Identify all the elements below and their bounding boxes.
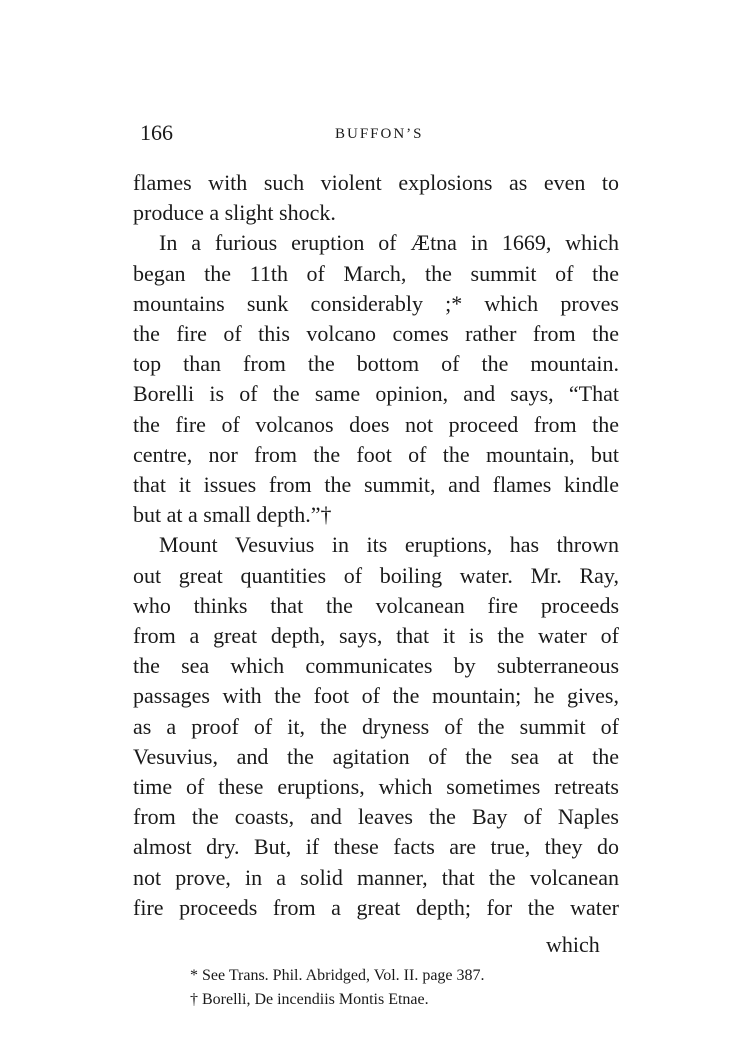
- body-line: the fire of this volcano comes rather from the: [133, 321, 619, 347]
- body-line: that it issues from the summit, and flames kindle: [133, 472, 619, 498]
- footnote-1: * See Trans. Phil. Abridged, Vol. II. page 387.: [190, 967, 485, 984]
- body-line: the sea which communicates by subterraneous: [133, 653, 619, 679]
- running-head: BUFFON’S: [335, 126, 424, 142]
- body-line: from the coasts, and leaves the Bay of Naples: [133, 804, 619, 830]
- body-line: as a proof of it, the dryness of the summit of: [133, 713, 619, 739]
- footnote-2: † Borelli, De incendiis Montis Etnae.: [190, 991, 429, 1008]
- footnotes: [190, 964, 485, 1012]
- body-line: Mount Vesuvius in its eruptions, has thrown: [159, 532, 619, 558]
- body-line: produce a slight shock.: [133, 200, 336, 226]
- body-line: fire proceeds from a great depth; for the water: [133, 894, 619, 920]
- body-line: who thinks that the volcanean fire proceeds: [133, 592, 619, 618]
- page-header: [140, 120, 610, 150]
- body-line: top than from the bottom of the mountain.: [133, 351, 619, 377]
- body-line: began the 11th of March, the summit of the: [133, 260, 619, 286]
- body-line: Borelli is of the same opinion, and says, “That: [133, 381, 619, 407]
- body-line: passages with the foot of the mountain; he gives,: [133, 683, 619, 709]
- body-text: [133, 168, 619, 923]
- body-line: time of these eruptions, which sometimes retreats: [133, 774, 619, 800]
- body-line: almost dry. But, if these facts are true, they do: [133, 834, 619, 860]
- body-line: out great quantities of boiling water. Mr. Ray,: [133, 562, 619, 588]
- body-line: mountains sunk considerably ;* which proves: [133, 290, 619, 316]
- body-line: Vesuvius, and the agitation of the sea at the: [133, 743, 619, 769]
- page-number: 166: [140, 120, 173, 145]
- catchword: which: [546, 932, 600, 957]
- body-line: centre, nor from the foot of the mountain, but: [133, 441, 619, 467]
- body-line: the fire of volcanos does not proceed from the: [133, 411, 619, 437]
- body-line: In a furious eruption of Ætna in 1669, which: [159, 230, 619, 256]
- body-line: but at a small depth.”†: [133, 502, 332, 528]
- body-line: not prove, in a solid manner, that the volcanean: [133, 864, 619, 890]
- body-line: from a great depth, says, that it is the water of: [133, 623, 619, 649]
- body-line: flames with such violent explosions as even to: [133, 170, 619, 195]
